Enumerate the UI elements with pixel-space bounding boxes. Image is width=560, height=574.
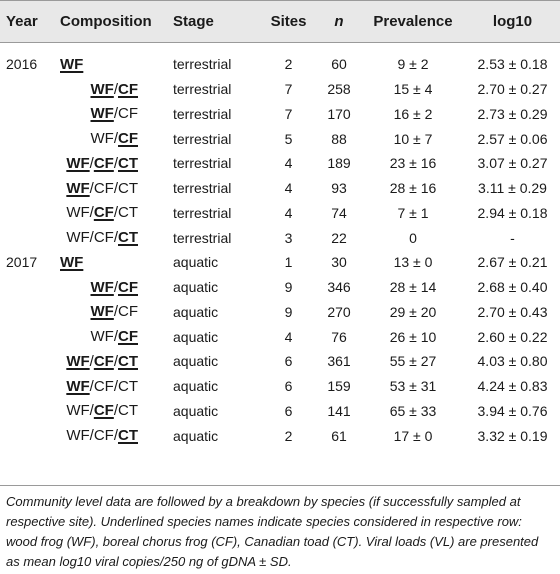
col-header-stage: Stage (173, 12, 214, 30)
cell-n: 93 (331, 180, 347, 197)
species-code: CT (118, 427, 138, 445)
species-code: WF (66, 427, 90, 445)
cell-year (0, 102, 60, 127)
species-separator: / (113, 229, 118, 247)
cell-composition (60, 374, 173, 399)
cell-stage: aquatic (173, 279, 219, 296)
species-separator: / (113, 179, 118, 197)
cell-n: 74 (331, 204, 347, 221)
cell-composition (60, 324, 173, 349)
cell-year: 2017 (6, 254, 38, 271)
cell-sites: 1 (284, 254, 293, 271)
cell-prevalence: 28 ± 16 (389, 180, 437, 197)
cell-composition (60, 275, 173, 300)
cell-composition (60, 151, 173, 176)
species-code: CF (93, 352, 114, 370)
cell-stage: terrestrial (173, 155, 232, 172)
cell-log10: 2.60 ± 0.22 (477, 328, 548, 345)
cell-stage: terrestrial (173, 130, 232, 147)
species-code: CF (118, 278, 138, 296)
species-code: CF (118, 130, 138, 148)
cell-sites: 5 (284, 130, 293, 147)
cell-log10: 2.68 ± 0.40 (477, 279, 548, 296)
cell-composition (60, 300, 173, 325)
cell-n: 141 (327, 402, 351, 419)
cell-composition (60, 349, 173, 374)
species-code: WF (66, 352, 90, 370)
table-body (0, 42, 560, 448)
cell-prevalence: 26 ± 10 (389, 328, 437, 345)
species-separator: / (89, 229, 94, 247)
col-header-prevalence: Prevalence (373, 12, 453, 30)
cell-n: 60 (331, 56, 347, 73)
cell-sites: 7 (284, 81, 293, 98)
cell-sites: 4 (284, 180, 293, 197)
cell-year (0, 349, 60, 374)
cell-stage: aquatic (173, 427, 219, 444)
species-separator: / (113, 204, 118, 222)
species-code: CF (93, 154, 114, 172)
cell-prevalence: 13 ± 0 (393, 254, 433, 271)
species-separator: / (113, 154, 118, 172)
species-separator: / (89, 427, 94, 445)
species-separator: / (113, 105, 118, 123)
cell-sites: 9 (284, 279, 293, 296)
cell-log10: 2.70 ± 0.27 (477, 81, 548, 98)
cell-log10: 2.57 ± 0.06 (477, 130, 548, 147)
species-separator: / (113, 328, 118, 346)
cell-sites: 4 (284, 328, 293, 345)
cell-year (0, 225, 60, 250)
cell-n: 189 (327, 155, 351, 172)
species-code: WF (90, 130, 114, 148)
table-row (0, 102, 560, 127)
cell-sites: 4 (284, 155, 293, 172)
cell-prevalence: 65 ± 33 (389, 402, 437, 419)
cell-composition (60, 42, 173, 77)
table-row (0, 77, 560, 102)
cell-sites: 7 (284, 105, 293, 122)
cell-sites: 6 (284, 402, 293, 419)
cell-log10: 3.07 ± 0.27 (477, 155, 548, 172)
col-header-composition: Composition (60, 12, 152, 30)
table-row (0, 349, 560, 374)
cell-stage: aquatic (173, 254, 219, 271)
cell-composition (60, 399, 173, 424)
cell-sites: 6 (284, 378, 293, 395)
species-code: WF (66, 229, 90, 247)
cell-log10: 2.53 ± 0.18 (477, 56, 548, 73)
table-row (0, 399, 560, 424)
cell-n: 22 (331, 229, 347, 246)
table-footnote: Community level data are followed by a breakdown by species (if successfully sampled at respective site). Underlined species names indicate species considered in respective row: wood frog (WF), boreal chorus frog (CF), Canadian toad (CT). Viral loads (VL) are presented as mean log10 viral copies/250 ng of gDNA ± SD. (6, 494, 539, 569)
table-row (0, 42, 560, 77)
species-code: WF (90, 278, 114, 296)
cell-year (0, 300, 60, 325)
species-separator: / (89, 402, 94, 420)
cell-n: 361 (327, 353, 351, 370)
cell-year (0, 126, 60, 151)
species-separator: / (113, 278, 118, 296)
col-header-year: Year (6, 12, 38, 30)
species-code: WF (66, 204, 90, 222)
cell-n: 159 (327, 378, 351, 395)
cell-prevalence: 7 ± 1 (397, 204, 429, 221)
cell-year (0, 423, 60, 448)
cell-composition (60, 250, 173, 275)
species-code: CF (93, 377, 114, 395)
species-separator: / (113, 352, 118, 370)
species-code: CF (93, 402, 114, 420)
species-code: WF (66, 179, 90, 197)
cell-prevalence: 53 ± 31 (389, 378, 437, 395)
species-separator: / (113, 377, 118, 395)
cell-log10: 2.67 ± 0.21 (477, 254, 548, 271)
species-code: CF (93, 204, 114, 222)
species-code: WF (66, 402, 90, 420)
cell-sites: 2 (284, 427, 293, 444)
species-code: WF (90, 105, 114, 123)
cell-year (0, 324, 60, 349)
species-code: CT (118, 204, 138, 222)
species-code: CT (118, 154, 138, 172)
species-code: CT (118, 352, 138, 370)
cell-sites: 6 (284, 353, 293, 370)
species-code: CF (118, 303, 138, 321)
cell-composition (60, 77, 173, 102)
bottom-rule (0, 485, 560, 486)
table-row (0, 250, 560, 275)
table-row (0, 423, 560, 448)
cell-sites: 9 (284, 303, 293, 320)
table-row (0, 324, 560, 349)
table-row (0, 374, 560, 399)
cell-prevalence: 10 ± 7 (393, 130, 433, 147)
cell-composition (60, 423, 173, 448)
cell-n: 170 (327, 105, 351, 122)
table-row (0, 300, 560, 325)
species-code: WF (90, 303, 114, 321)
species-code: WF (66, 377, 90, 395)
cell-stage: terrestrial (173, 56, 232, 73)
table-row (0, 225, 560, 250)
cell-stage: terrestrial (173, 81, 232, 98)
species-separator: / (113, 402, 118, 420)
cell-prevalence: 16 ± 2 (393, 105, 433, 122)
cell-log10: 3.32 ± 0.19 (477, 427, 548, 444)
cell-prevalence: 29 ± 20 (389, 303, 437, 320)
cell-log10: 2.94 ± 0.18 (477, 204, 548, 221)
cell-stage: terrestrial (173, 105, 232, 122)
cell-n: 76 (331, 328, 347, 345)
cell-stage: aquatic (173, 402, 219, 419)
col-header-sites: Sites (270, 12, 307, 30)
cell-composition (60, 126, 173, 151)
col-header-log10: log10 (492, 12, 533, 30)
species-separator: / (113, 130, 118, 148)
species-code: CT (118, 229, 138, 247)
species-code: CT (118, 377, 138, 395)
cell-sites: 2 (284, 56, 293, 73)
cell-sites: 3 (284, 229, 293, 246)
cell-year (0, 374, 60, 399)
cell-stage: aquatic (173, 378, 219, 395)
cell-prevalence: 23 ± 16 (389, 155, 437, 172)
cell-stage: terrestrial (173, 204, 232, 221)
cell-n: 346 (327, 279, 351, 296)
species-code: CT (118, 402, 138, 420)
cell-log10: 4.03 ± 0.80 (477, 353, 548, 370)
species-separator: / (89, 179, 94, 197)
species-separator: / (113, 303, 118, 321)
cell-n: 258 (327, 81, 351, 98)
species-separator: / (113, 427, 118, 445)
cell-stage: terrestrial (173, 180, 232, 197)
species-separator: / (113, 80, 118, 98)
cell-year (0, 151, 60, 176)
table-row (0, 201, 560, 226)
cell-prevalence: 15 ± 4 (393, 81, 433, 98)
table-row (0, 151, 560, 176)
header-row (0, 0, 560, 42)
species-code: CF (93, 179, 114, 197)
species-code: WF (90, 328, 114, 346)
species-code: WF (60, 253, 84, 271)
cell-log10: 2.73 ± 0.29 (477, 105, 548, 122)
cell-stage: terrestrial (173, 229, 232, 246)
cell-log10: 4.24 ± 0.83 (477, 378, 548, 395)
cell-year (0, 399, 60, 424)
cell-year (0, 176, 60, 201)
cell-n: 61 (331, 427, 347, 444)
species-code: CF (118, 105, 138, 123)
cell-log10: 3.94 ± 0.76 (477, 402, 548, 419)
table-row (0, 126, 560, 151)
cell-prevalence: 28 ± 14 (389, 279, 437, 296)
species-separator: / (89, 377, 94, 395)
species-code: WF (60, 55, 84, 73)
table-row (0, 176, 560, 201)
cell-log10: - (510, 229, 515, 246)
cell-year: 2016 (6, 56, 38, 73)
species-code: CF (93, 427, 114, 445)
cell-prevalence: 17 ± 0 (393, 427, 433, 444)
species-code: WF (90, 80, 114, 98)
species-code: CF (118, 328, 138, 346)
species-code: CF (93, 229, 114, 247)
cell-composition (60, 176, 173, 201)
cell-stage: aquatic (173, 328, 219, 345)
cell-composition (60, 102, 173, 127)
cell-composition (60, 225, 173, 250)
cell-prevalence: 0 (409, 229, 417, 246)
cell-sites: 4 (284, 204, 293, 221)
cell-log10: 2.70 ± 0.43 (477, 303, 548, 320)
species-code: WF (66, 154, 90, 172)
species-separator: / (89, 352, 94, 370)
col-header-n: n (334, 12, 344, 30)
cell-log10: 3.11 ± 0.29 (478, 180, 547, 197)
cell-n: 30 (331, 254, 347, 271)
cell-composition (60, 201, 173, 226)
cell-prevalence: 55 ± 27 (389, 353, 437, 370)
species-code: CF (118, 80, 138, 98)
cell-year (0, 77, 60, 102)
species-separator: / (89, 204, 94, 222)
species-code: CT (118, 179, 138, 197)
species-separator: / (89, 154, 94, 172)
cell-n: 88 (331, 130, 347, 147)
cell-stage: aquatic (173, 303, 219, 320)
cell-year (0, 201, 60, 226)
cell-n: 270 (327, 303, 351, 320)
cell-stage: aquatic (173, 353, 219, 370)
table-row (0, 275, 560, 300)
cell-prevalence: 9 ± 2 (397, 56, 429, 73)
cell-year (0, 275, 60, 300)
